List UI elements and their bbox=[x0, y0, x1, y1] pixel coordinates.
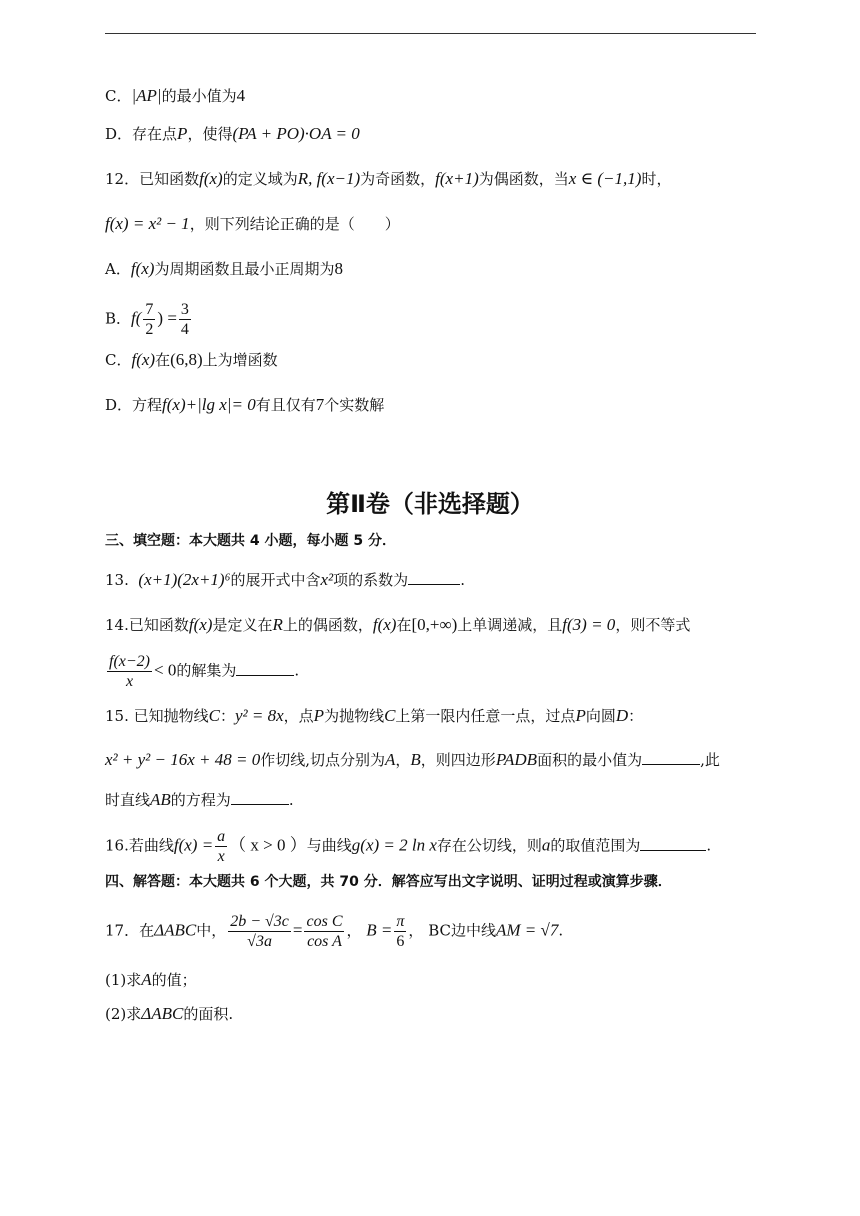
q12-option-c: C．f(x)在(6,8)上为增函数 bbox=[105, 350, 278, 369]
option-c-prev: C．|AP|的最小值为4 bbox=[105, 86, 246, 105]
q15-line3: 时直线AB的方程为 . bbox=[105, 790, 294, 809]
answer-blank[interactable] bbox=[236, 661, 294, 676]
header-rule bbox=[105, 33, 756, 34]
fraction-3-4: $\frac{3}{4}$ bbox=[180, 301, 189, 338]
q12-stem-line1: 12．已知函数f(x)的定义域为R, f(x−1)为奇函数，f(x+1)为偶函数，当x ∈ (−1,1)时， bbox=[105, 169, 672, 188]
q17-stem: 17．在ΔABC中， $\frac{2b - √3c}{√3a}$ = $\frac{\text{cos C}}{\text{cos A}}$ ， B = $\frac{\pi}{6}$ ， BC边中线AM = √7. bbox=[105, 913, 564, 950]
answer-blank[interactable] bbox=[408, 570, 460, 585]
q17-part2: (2)求ΔABC的面积. bbox=[105, 1004, 234, 1023]
q12-option-d: D．方程f(x)+|lg x|= 0有且仅有7个实数解 bbox=[105, 395, 385, 414]
fraction-pi-6: $\frac{\pi}{6}$ bbox=[396, 913, 405, 950]
section-4-header: 四、解答题：本大题共 6 个大题，共 70 分．解答应写出文字说明、证明过程或演算步骤． bbox=[105, 874, 672, 890]
q15-line2: x² + y² − 16x + 48 = 0作切线,切点分别为A，B，则四边形PADB面积的最小值为 ,此 bbox=[105, 750, 720, 769]
q13: 13. (x+1)(2x+1)⁶的展开式中含x²项的系数为 . bbox=[105, 570, 465, 589]
q12-stem-line2: f(x) = x² − 1，则下列结论正确的是（ ） bbox=[105, 214, 400, 233]
section-title: 第Ⅱ卷（非选择题） bbox=[326, 490, 534, 518]
fraction-2b-sqrt3c: $\frac{2b - √3c}{√3a}$ bbox=[230, 913, 289, 950]
fraction-cosC-cosA: $\frac{\text{cos C}}{\text{cos A}}$ bbox=[306, 913, 343, 950]
fraction-fx2-x: $\frac{f(x-2)}{x}$ bbox=[109, 653, 150, 690]
option-d-prev: D．存在点P，使得(PA + PO)·OA = 0 bbox=[105, 124, 360, 143]
q16: 16.若曲线f(x) = $\frac{a}{x}$ （ x > 0 ）与曲线g(x) = 2 ln x存在公切线，则a的取值范围为 . bbox=[105, 828, 712, 865]
q12-option-a: A．f(x)为周期函数且最小正周期为8 bbox=[105, 259, 343, 278]
fraction-a-x: $\frac{a}{x}$ bbox=[217, 828, 226, 865]
q14-line2: $\frac{f(x-2)}{x}$ < 0的解集为 . bbox=[109, 653, 300, 690]
answer-blank[interactable] bbox=[231, 790, 289, 805]
q12-option-b: B．f( $\frac{7}{2}$ ) = $\frac{3}{4}$ bbox=[105, 301, 189, 338]
answer-blank[interactable] bbox=[642, 750, 700, 765]
q15-line1: 15. 已知抛物线C：y² = 8x，点P为抛物线C上第一限内任意一点，过点P向圆D： bbox=[105, 706, 644, 725]
q14-line1: 14.已知函数f(x)是定义在R上的偶函数，f(x)在[0,+∞)上单调递减，且f(3) = 0，则不等式 bbox=[105, 615, 691, 634]
answer-blank[interactable] bbox=[640, 836, 706, 851]
section-3-header: 三、填空题：本大题共 4 小题，每小题 5 分． bbox=[105, 533, 396, 549]
q17-part1: (1)求A的值； bbox=[105, 970, 197, 989]
fraction-7-2: $\frac{7}{2}$ bbox=[145, 301, 154, 338]
